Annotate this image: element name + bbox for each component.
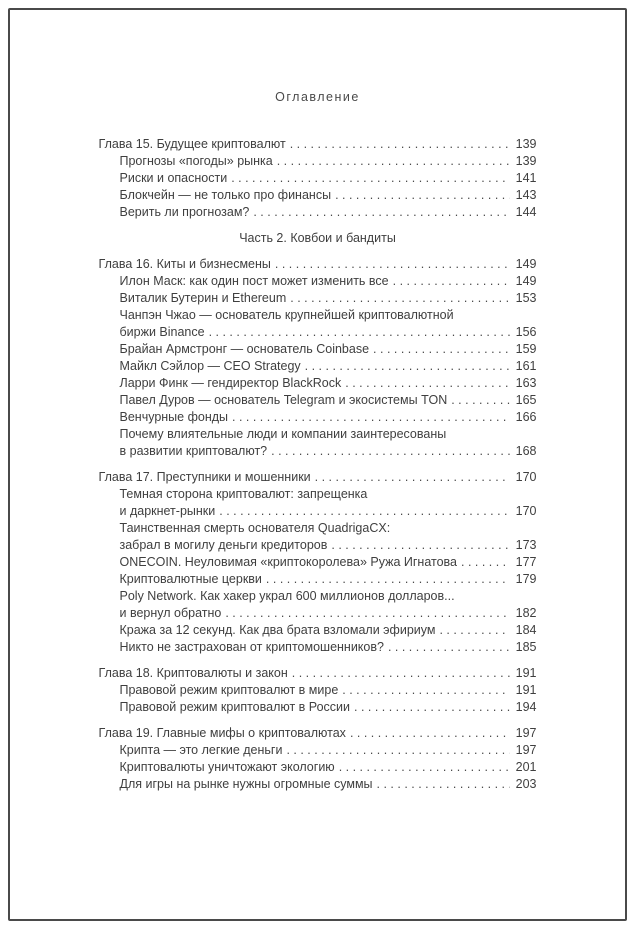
dot-leader bbox=[377, 776, 510, 793]
toc-entry-title: Ларри Финк — гендиректор BlackRock bbox=[119, 376, 342, 390]
toc-page-number: 149 bbox=[515, 274, 537, 288]
toc-entry-title: Верить ли прогнозам? bbox=[119, 205, 250, 219]
chapter-group bbox=[99, 256, 537, 460]
toc-entry-title: Правовой режим криптовалют в мире bbox=[119, 683, 339, 697]
toc-entry bbox=[99, 426, 537, 460]
toc-page-number: 153 bbox=[515, 291, 537, 305]
toc-entry bbox=[99, 759, 537, 776]
toc-entry bbox=[99, 187, 537, 204]
toc-page-number: 184 bbox=[515, 623, 537, 637]
toc-line bbox=[120, 187, 537, 204]
toc-line bbox=[120, 639, 537, 656]
toc-entry-title: Виталик Бутерин и Ethereum bbox=[119, 291, 287, 305]
toc-line bbox=[120, 307, 537, 324]
toc-entry-title: Риски и опасности bbox=[119, 171, 228, 185]
dot-leader bbox=[231, 170, 509, 187]
toc-page-number: 168 bbox=[515, 444, 537, 458]
toc-line bbox=[120, 605, 537, 622]
toc-entry-title: Чанпэн Чжао — основатель крупнейшей криптовалютной bbox=[119, 308, 454, 322]
toc-line bbox=[99, 665, 537, 682]
toc-line bbox=[120, 759, 537, 776]
toc-entry-title: Никто не застрахован от криптомошенников? bbox=[119, 640, 384, 654]
toc-entry-title: Блокчейн — не только про финансы bbox=[119, 188, 332, 202]
toc-page-number: 170 bbox=[515, 504, 537, 518]
toc-page-number: 144 bbox=[515, 205, 537, 219]
toc-line bbox=[99, 256, 537, 273]
toc-entry bbox=[99, 639, 537, 656]
dot-leader bbox=[350, 725, 510, 742]
toc-entry-title: Кража за 12 секунд. Как два брата взломали эфириум bbox=[119, 623, 436, 637]
toc-entry bbox=[99, 341, 537, 358]
chapter-group bbox=[99, 469, 537, 656]
toc-entry-title: Прогнозы «погоды» рынка bbox=[119, 154, 273, 168]
dot-leader bbox=[290, 136, 510, 153]
toc-entry-title: Глава 19. Главные мифы о криптовалютах bbox=[98, 726, 346, 740]
toc-entry-title: Брайан Армстронг — основатель Coinbase bbox=[119, 342, 370, 356]
page-title: Оглавление bbox=[275, 90, 360, 104]
dot-leader bbox=[266, 571, 510, 588]
toc-page-number: 149 bbox=[515, 257, 537, 271]
toc-entry-title: Крипта — это легкие деньги bbox=[119, 743, 283, 757]
toc-page-number: 177 bbox=[515, 555, 537, 569]
toc-page-number: 203 bbox=[515, 777, 537, 791]
dot-leader bbox=[277, 153, 510, 170]
toc-entry-title: Правовой режим криптовалют в России bbox=[119, 700, 350, 714]
toc-page-number: 182 bbox=[515, 606, 537, 620]
toc-line bbox=[120, 571, 537, 588]
toc-entry-title: Для игры на рынке нужны огромные суммы bbox=[119, 777, 373, 791]
toc-line bbox=[99, 469, 537, 486]
toc-line bbox=[120, 776, 537, 793]
toc-page-number: 197 bbox=[515, 743, 537, 757]
toc-line bbox=[120, 204, 537, 221]
dot-leader bbox=[292, 665, 510, 682]
toc-entry bbox=[99, 571, 537, 588]
dot-leader bbox=[345, 375, 509, 392]
toc-entry-title: забрал в могилу деньги кредиторов bbox=[119, 538, 328, 552]
toc-line bbox=[120, 409, 537, 426]
toc-page-number: 166 bbox=[515, 410, 537, 424]
toc-line bbox=[120, 537, 537, 554]
page-frame bbox=[8, 8, 627, 921]
toc-entry-title: ONECOIN. Неуловимая «криптокоролева» Ружа Игнатова bbox=[119, 555, 457, 569]
toc-line bbox=[120, 554, 537, 571]
toc-page-number: 163 bbox=[515, 376, 537, 390]
dot-leader bbox=[373, 341, 509, 358]
toc-line bbox=[120, 682, 537, 699]
toc-entry bbox=[99, 742, 537, 759]
toc-entry-title: Майкл Сэйлор — CEO Strategy bbox=[119, 359, 301, 373]
chapter-group bbox=[99, 665, 537, 716]
toc-line bbox=[120, 153, 537, 170]
toc-chapter-entry bbox=[99, 725, 537, 742]
toc-entry bbox=[99, 290, 537, 307]
toc-line bbox=[120, 443, 537, 460]
toc-entry bbox=[99, 307, 537, 341]
toc-line bbox=[120, 742, 537, 759]
toc-entry-title: Криптовалюты уничтожают экологию bbox=[119, 760, 335, 774]
toc-page-number: 141 bbox=[515, 171, 537, 185]
toc-line bbox=[120, 341, 537, 358]
toc-line bbox=[120, 273, 537, 290]
toc-page-number: 139 bbox=[515, 137, 537, 151]
toc-line bbox=[120, 358, 537, 375]
dot-leader bbox=[339, 759, 510, 776]
toc-entry bbox=[99, 409, 537, 426]
toc-entry-title: Таинственная смерть основателя QuadrigaCX: bbox=[119, 521, 391, 535]
toc-line bbox=[120, 503, 537, 520]
toc-page-number: 170 bbox=[515, 470, 537, 484]
toc-page-number: 191 bbox=[515, 666, 537, 680]
toc-entry-title: Глава 15. Будущее криптовалют bbox=[98, 137, 286, 151]
toc-entry bbox=[99, 170, 537, 187]
toc-page-number: 197 bbox=[515, 726, 537, 740]
toc-entry-title: Глава 16. Киты и бизнесмены bbox=[98, 257, 271, 271]
toc-line bbox=[120, 290, 537, 307]
toc-chapter-entry bbox=[99, 136, 537, 153]
dot-leader bbox=[219, 503, 509, 520]
toc-entry bbox=[99, 392, 537, 409]
toc-page-number: 194 bbox=[515, 700, 537, 714]
toc-line bbox=[120, 520, 537, 537]
toc-entry-title: Poly Network. Как хакер украл 600 миллионов долларов... bbox=[119, 589, 455, 603]
dot-leader bbox=[286, 742, 509, 759]
toc-line bbox=[120, 588, 537, 605]
toc-entry bbox=[99, 358, 537, 375]
chapter-group bbox=[99, 725, 537, 793]
dot-leader bbox=[451, 392, 509, 409]
toc-page-number: 143 bbox=[515, 188, 537, 202]
toc-entry-title: Темная сторона криптовалют: запрещенка bbox=[119, 487, 368, 501]
dot-leader bbox=[275, 256, 510, 273]
toc-entry bbox=[99, 153, 537, 170]
dot-leader bbox=[461, 554, 510, 571]
toc-entry-title: Венчурные фонды bbox=[119, 410, 228, 424]
toc-page-number: 139 bbox=[515, 154, 537, 168]
dot-leader bbox=[290, 290, 509, 307]
toc-entry bbox=[99, 588, 537, 622]
toc-entry-title: Глава 18. Криптовалюты и закон bbox=[98, 666, 288, 680]
toc-entry bbox=[99, 273, 537, 290]
toc-entry-title: Криптовалютные церкви bbox=[119, 572, 262, 586]
toc-list bbox=[99, 136, 537, 793]
toc-line bbox=[120, 392, 537, 409]
dot-leader bbox=[388, 639, 510, 656]
dot-leader bbox=[315, 469, 510, 486]
toc-page-number: 159 bbox=[515, 342, 537, 356]
toc-page-number: 179 bbox=[515, 572, 537, 586]
toc-page-number: 161 bbox=[515, 359, 537, 373]
toc-entry-title: в развитии криптовалют? bbox=[119, 444, 268, 458]
toc-entry bbox=[99, 699, 537, 716]
toc-line bbox=[120, 426, 537, 443]
toc-line bbox=[120, 324, 537, 341]
chapter-group bbox=[99, 136, 537, 221]
toc-entry bbox=[99, 776, 537, 793]
dot-leader bbox=[354, 699, 510, 716]
toc-line bbox=[99, 136, 537, 153]
dot-leader bbox=[439, 622, 509, 639]
toc-page-number: 185 bbox=[515, 640, 537, 654]
toc-chapter-entry bbox=[99, 665, 537, 682]
toc-line bbox=[99, 725, 537, 742]
toc-entry-title: Почему влиятельные люди и компании заинтересованы bbox=[119, 427, 447, 441]
toc-entry bbox=[99, 520, 537, 554]
dot-leader bbox=[232, 409, 510, 426]
toc-line bbox=[120, 699, 537, 716]
toc-chapter-entry bbox=[99, 256, 537, 273]
toc-entry-title: и даркнет-рынки bbox=[119, 504, 216, 518]
toc-page-number: 165 bbox=[515, 393, 537, 407]
toc-entry-title: биржи Binance bbox=[119, 325, 205, 339]
dot-leader bbox=[335, 187, 509, 204]
toc-entry bbox=[99, 682, 537, 699]
dot-leader bbox=[209, 324, 510, 341]
toc-chapter-entry bbox=[99, 469, 537, 486]
toc-line bbox=[120, 486, 537, 503]
dot-leader bbox=[253, 204, 509, 221]
toc-entry-title: и вернул обратно bbox=[119, 606, 222, 620]
dot-leader bbox=[225, 605, 509, 622]
toc-page-number: 173 bbox=[515, 538, 537, 552]
toc-entry bbox=[99, 204, 537, 221]
toc-entry bbox=[99, 554, 537, 571]
dot-leader bbox=[271, 443, 509, 460]
toc-entry bbox=[99, 622, 537, 639]
part-heading: Часть 2. Ковбои и бандиты bbox=[239, 231, 396, 245]
toc-page-number: 156 bbox=[515, 325, 537, 339]
toc-page-number: 201 bbox=[515, 760, 537, 774]
dot-leader bbox=[305, 358, 510, 375]
dot-leader bbox=[393, 273, 510, 290]
dot-leader bbox=[342, 682, 509, 699]
toc-line bbox=[120, 375, 537, 392]
toc-line bbox=[120, 622, 537, 639]
toc-page-number: 191 bbox=[515, 683, 537, 697]
toc-entry bbox=[99, 375, 537, 392]
dot-leader bbox=[331, 537, 509, 554]
toc-line bbox=[120, 170, 537, 187]
toc-entry-title: Илон Маск: как один пост может изменить все bbox=[119, 274, 389, 288]
toc-entry-title: Павел Дуров — основатель Telegram и экосистемы TON bbox=[119, 393, 448, 407]
toc-entry bbox=[99, 486, 537, 520]
toc-entry-title: Глава 17. Преступники и мошенники bbox=[98, 470, 311, 484]
